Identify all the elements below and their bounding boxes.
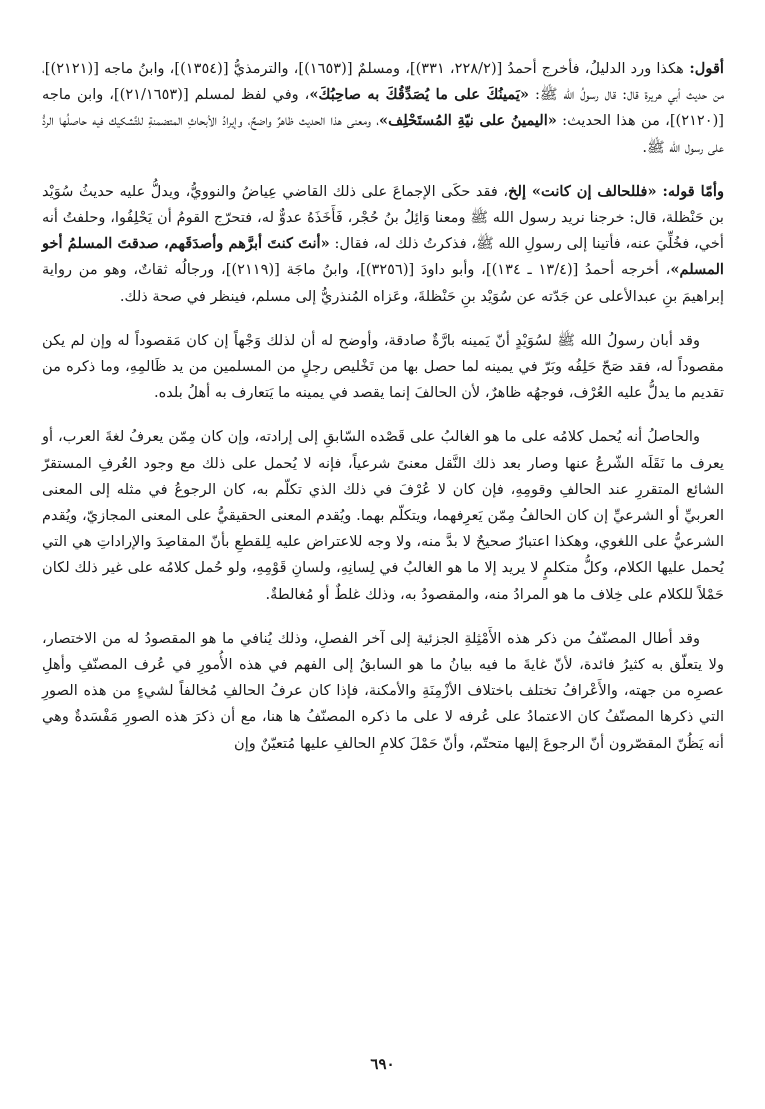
paragraph-1 bbox=[42, 56, 724, 161]
segment: والحاصلُ أنه يُحمل كلامُه على ما هو الغالبُ على قَصْده السّابقِ إلى إرادته، وإن كان مِمّن يعرفُ لغةَ العرب، أو يعرف ما نَقَلَه الشّرعُ عنها وصار بعد ذلك النَّقل معنىً شرعياً، فإنه لا يُحمل على ذلك مع وجود العُرفِ المستقرّ الشائع المتقررِ عند الحالفِ وقومِهِ، فإن كان لا عُرْفَ في ذلك الذي تكلّم به، كان الرجوعُ في مثله إلى المعنى العربيِّ أو الشرعيِّ إن كان الحالفُ مِمّن يَعرِفهما، ويتكلّم بهما. ويُقدم المعنى الحقيقيُّ على المعنى المجازيّ، ويُقدم الشرعيُّ على اللغوي، وهكذا اعتبارٌ صحيحٌ لا بدَّ منه، ولا وجه للاعتراض عليه لِلقطعِ بأنّ المقاصِدَ والإراداتِ هي التي يُحمل عليها الكلام، وكلُّ متكلمٍ لا يريد إلا ما هو الغالبُ في لِسانِهِ، ولسانِ قَوْمِهِ، ولو حُمل كلامُه على غير ذلك لكان حَمْلاً للكلام على خِلاف ما هو المرادُ منه، والمقصودُ به، وذلك غلطٌ أو مُغالطةٌ. bbox=[42, 428, 724, 603]
segment: ، ومعنى هذا الحديث ظاهرٌ واضحٌ، وإيرادُ الأبحاثِ المتضمنةِ للتَّشكيك فيه حاصلُها الردُّ على رسول الله ﷺ. bbox=[42, 112, 724, 156]
segment: أقول: bbox=[683, 60, 724, 77]
segment: ، أخرجه أحمدُ [(١٣/٤ ـ ١٣٤)]، وأبو داودَ [(٣٢٥٦)]، وابنُ ماجَة [(٢١١٩)]، ورجالُه ثقاتٌ، وهو من رواية إبراهيمَ بنِ عبدالأعلى عن جَدّته عن سُوَيْد بنِ حَنْظلةَ، وعَزاه المُنذريُّ إلى مسلم، فينظر في صحة ذلك. bbox=[42, 261, 724, 305]
segment: وقد أبان رسولُ الله ﷺ لسُوَيْدٍ أنّ يَمينه بارَّةٌ صادقة، وأوضح له أن لذلك وَجْهاً إن كان مَقصوداً له وإن لم يكن مقصوداً له، فقد صَحّ حَلِفُه وبَرّ في يمينه لما حصل بها من تَخْليص رجلٍ من المسلمين من يد ظَالمِهِ، وما ذكره من تقديم ما يدلُّ عليه العُرْف، فوجهُه ظاهرٌ، لأن الحالفَ إنما يقصد في يمينه ما يَتعارف به أهلُ بلده. bbox=[42, 331, 724, 402]
paragraph-2 bbox=[42, 179, 724, 310]
segment: وأمّا قوله: bbox=[656, 182, 724, 200]
segment: «اليمينُ على نيّةِ المُستَحْلِف» bbox=[379, 112, 557, 130]
segment: «أنتَ كنتَ أبرَّهم وأصدَقَهم، صدقتَ المسلمُ أخو المسلم» bbox=[42, 235, 724, 279]
paragraph-4 bbox=[42, 424, 724, 607]
page-body bbox=[42, 56, 724, 775]
segment: «يَمينُكَ على ما يُصَدِّقُكَ به صاحِبُكَ» bbox=[309, 86, 530, 104]
segment: ، وفي لفظ لمسلم [(٢١/١٦٥٣)]، وابن ماجه [(٢١٢٠)]، من هذا الحديث: bbox=[42, 86, 724, 130]
paragraph-3 bbox=[42, 328, 724, 407]
segment: وقد أطال المصنّفُ من ذكر هذه الأَمْثِلةِ الجزئية إلى آخر الفصلِ، وذلك يُنافي ما هو المقصودُ له من الاختصار، ولا يتعلّق به كثيرُ فائدة، لأنّ غايةَ ما فيه بيانُ ما هو السابقُ إلى الفهم في هذه الأُمورِ في عُرف المصنّفِ وأهلِ عصرِه من جهته، والأَعْرافُ تختلف باختلاف الأزْمِنَةِ والأمكنة، فإذا كان عرفُ الحالفِ مُخالفاً لشيءٍ من هذه الصورِ التي ذكرها المصنّفُ كان الاعتمادُ على عُرفه لا على ما ذكره المصنّفُ ها هنا، مع أن ذكرَ هذه الصورِ مَفْسَدةٌ وهي أنه يَظُنّ المقصّرون أنّ الرجوعَ إليها متحتّم، وأنّ حَمْلَ كلامِ الحالفِ عليها مُتعيّنٌ وإن bbox=[42, 629, 724, 752]
paragraph-5 bbox=[42, 626, 724, 757]
segment: «فللحالف إن كانت» إلخ bbox=[508, 182, 657, 200]
segment: ، فقد حكَى الإجماعَ على ذلك القاضي عِياضُ والنوويُّ، ويدلُّ عليه حديثُ سُوَيْد بن حَنْظلة، قال: خرجنا نريد رسول الله ﷺ ومعنا وَائِلُ بنُ حُجْر، فَأَخَذَهُ عدوٌّ له، فتحرّج القومُ أن يَحْلِفُوا، وحلفتُ أنه أخي، فخُلِّيَ عنه، فأتينا إلى رسولِ الله ﷺ، فذكرتُ ذلك له، فقال: bbox=[42, 182, 724, 253]
segment: هكذا ورد الدليلُ، فأخرج أحمدُ [(٢٢٨/٢، ٣٣١)]، ومسلمٌ [(١٦٥٣)]، والترمذيُّ [(١٣٥٤)]، وابنُ ماجه [(٢١٢١)]، من حديث أبي هريرة قال: قال رسولُ الله ﷺ: bbox=[42, 60, 724, 104]
page-number: ٦٩٠ bbox=[370, 1055, 395, 1073]
